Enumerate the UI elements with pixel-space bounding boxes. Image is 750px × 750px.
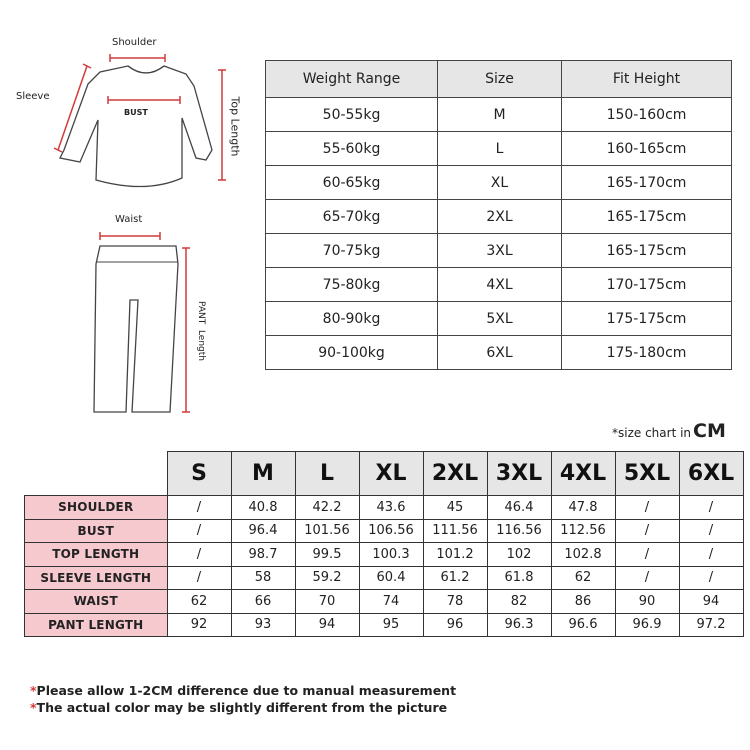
measurement-cell: 61.2 <box>423 566 487 590</box>
size-cell: 6XL <box>438 336 562 370</box>
table-row <box>266 268 732 302</box>
weight-size-table <box>265 60 732 370</box>
table-row <box>25 496 744 520</box>
measurement-cell: 101.2 <box>423 543 487 567</box>
measurement-cell: / <box>615 543 679 567</box>
size-header-5xl: 5XL <box>615 452 679 496</box>
measurement-cell: / <box>679 519 743 543</box>
measurement-cell: 61.8 <box>487 566 551 590</box>
measurement-cell: 94 <box>295 613 359 637</box>
measurement-cell: 96.3 <box>487 613 551 637</box>
size-cell: XL <box>438 166 562 200</box>
measurement-cell: 102 <box>487 543 551 567</box>
measurement-cell: 43.6 <box>359 496 423 520</box>
table-row <box>25 590 744 614</box>
row-label-pant-length: PANT LENGTH <box>25 613 168 637</box>
measurement-cell: 70 <box>295 590 359 614</box>
measurement-cell: 58 <box>231 566 295 590</box>
measurement-cell: / <box>615 496 679 520</box>
size-header-s: S <box>167 452 231 496</box>
size-cell: M <box>438 98 562 132</box>
measurement-cell: 106.56 <box>359 519 423 543</box>
row-label-top-length: TOP LENGTH <box>25 543 168 567</box>
table-row <box>25 519 744 543</box>
row-label-shoulder: SHOULDER <box>25 496 168 520</box>
measurement-cell: 60.4 <box>359 566 423 590</box>
measurement-cell: 96.4 <box>231 519 295 543</box>
table-row <box>25 543 744 567</box>
row-label-waist: WAIST <box>25 590 168 614</box>
table-row <box>266 166 732 200</box>
table-row <box>266 302 732 336</box>
measurement-cell: 93 <box>231 613 295 637</box>
height-cell: 175-175cm <box>562 302 732 336</box>
measurement-cell: 111.56 <box>423 519 487 543</box>
waist-label: Waist <box>115 214 143 225</box>
measurement-cell: 82 <box>487 590 551 614</box>
measurement-cell: 45 <box>423 496 487 520</box>
measurement-cell: 100.3 <box>359 543 423 567</box>
height-cell: 150-160cm <box>562 98 732 132</box>
measurement-cell: / <box>615 519 679 543</box>
bust-label: BUST <box>124 108 148 117</box>
table-row <box>266 200 732 234</box>
sleeve-label: Sleeve <box>16 91 50 102</box>
note-color-text: The actual color may be slightly different from the picture <box>36 700 448 715</box>
measurement-cell: 116.56 <box>487 519 551 543</box>
measurement-cell: / <box>167 519 231 543</box>
measurement-cell: 92 <box>167 613 231 637</box>
table-row <box>25 566 744 590</box>
size-cell: 4XL <box>438 268 562 302</box>
shoulder-label: Shoulder <box>112 37 157 48</box>
table-row <box>266 336 732 370</box>
weight-cell: 80-90kg <box>266 302 438 336</box>
weight-cell: 70-75kg <box>266 234 438 268</box>
header-size: Size <box>438 61 562 98</box>
measurement-cell: 62 <box>551 566 615 590</box>
size-header-xl: XL <box>359 452 423 496</box>
header-weight-range: Weight Range <box>266 61 438 98</box>
measurement-cell: 90 <box>615 590 679 614</box>
table-row <box>266 98 732 132</box>
shirt-outline-icon <box>60 66 212 187</box>
size-cell: 2XL <box>438 200 562 234</box>
size-cell: 3XL <box>438 234 562 268</box>
height-cell: 170-175cm <box>562 268 732 302</box>
measurement-cell: 102.8 <box>551 543 615 567</box>
measurement-cell: 94 <box>679 590 743 614</box>
size-header-m: M <box>231 452 295 496</box>
measurement-cell: / <box>167 543 231 567</box>
size-header-4xl: 4XL <box>551 452 615 496</box>
note-measurement-text: Please allow 1-2CM difference due to manual measurement <box>36 683 457 698</box>
measurement-cell: 59.2 <box>295 566 359 590</box>
measurement-cell: 86 <box>551 590 615 614</box>
measurement-cell: / <box>167 566 231 590</box>
size-header-2xl: 2XL <box>423 452 487 496</box>
measurement-cell: / <box>679 566 743 590</box>
size-header-6xl: 6XL <box>679 452 743 496</box>
table-row <box>266 234 732 268</box>
measurement-cell: 96 <box>423 613 487 637</box>
measurement-cell: 66 <box>231 590 295 614</box>
size-chart-corner <box>25 452 168 496</box>
weight-cell: 65-70kg <box>266 200 438 234</box>
measurement-cell: 40.8 <box>231 496 295 520</box>
disclaimer-notes <box>30 682 456 716</box>
weight-cell: 90-100kg <box>266 336 438 370</box>
weight-cell: 60-65kg <box>266 166 438 200</box>
size-cell: L <box>438 132 562 166</box>
size-chart-table <box>24 451 744 637</box>
measurement-cell: / <box>615 566 679 590</box>
size-chart-header-row <box>25 452 744 496</box>
height-cell: 175-180cm <box>562 336 732 370</box>
table-row <box>266 132 732 166</box>
measurement-cell: 62 <box>167 590 231 614</box>
top-length-label: Top Length <box>228 96 242 157</box>
measurement-cell: 98.7 <box>231 543 295 567</box>
height-cell: 160-165cm <box>562 132 732 166</box>
weight-cell: 55-60kg <box>266 132 438 166</box>
height-cell: 165-175cm <box>562 200 732 234</box>
measurement-cell: 78 <box>423 590 487 614</box>
measurement-cell: / <box>679 496 743 520</box>
weight-cell: 50-55kg <box>266 98 438 132</box>
size-chart-unit: CM <box>693 420 726 442</box>
size-header-3xl: 3XL <box>487 452 551 496</box>
measurement-cell: 112.56 <box>551 519 615 543</box>
row-label-sleeve-length: SLEEVE LENGTH <box>25 566 168 590</box>
size-chart-unit-note <box>612 420 726 442</box>
measurement-cell: 46.4 <box>487 496 551 520</box>
measurement-cell: 96.6 <box>551 613 615 637</box>
pant-length-label: PANT Length <box>196 300 206 361</box>
measurement-cell: 74 <box>359 590 423 614</box>
measurement-cell: 96.9 <box>615 613 679 637</box>
table-row <box>25 613 744 637</box>
measurement-cell: 47.8 <box>551 496 615 520</box>
height-cell: 165-170cm <box>562 166 732 200</box>
size-header-l: L <box>295 452 359 496</box>
weight-table-header-row <box>266 61 732 98</box>
measurement-cell: / <box>167 496 231 520</box>
size-cell: 5XL <box>438 302 562 336</box>
measurement-cell: 42.2 <box>295 496 359 520</box>
top-garment-diagram <box>0 0 260 420</box>
measurement-cell: 97.2 <box>679 613 743 637</box>
pants-outline-icon <box>94 246 178 412</box>
measurement-cell: 95 <box>359 613 423 637</box>
size-chart-note-prefix: *size chart in <box>612 426 692 440</box>
row-label-bust: BUST <box>25 519 168 543</box>
note-color: *The actual color may be slightly different from the picture <box>30 700 448 715</box>
note-measurement: *Please allow 1-2CM difference due to manual measurement <box>30 683 457 698</box>
header-fit-height: Fit Height <box>562 61 732 98</box>
height-cell: 165-175cm <box>562 234 732 268</box>
measurement-cell: 101.56 <box>295 519 359 543</box>
measurement-cell: / <box>679 543 743 567</box>
weight-cell: 75-80kg <box>266 268 438 302</box>
measurement-cell: 99.5 <box>295 543 359 567</box>
